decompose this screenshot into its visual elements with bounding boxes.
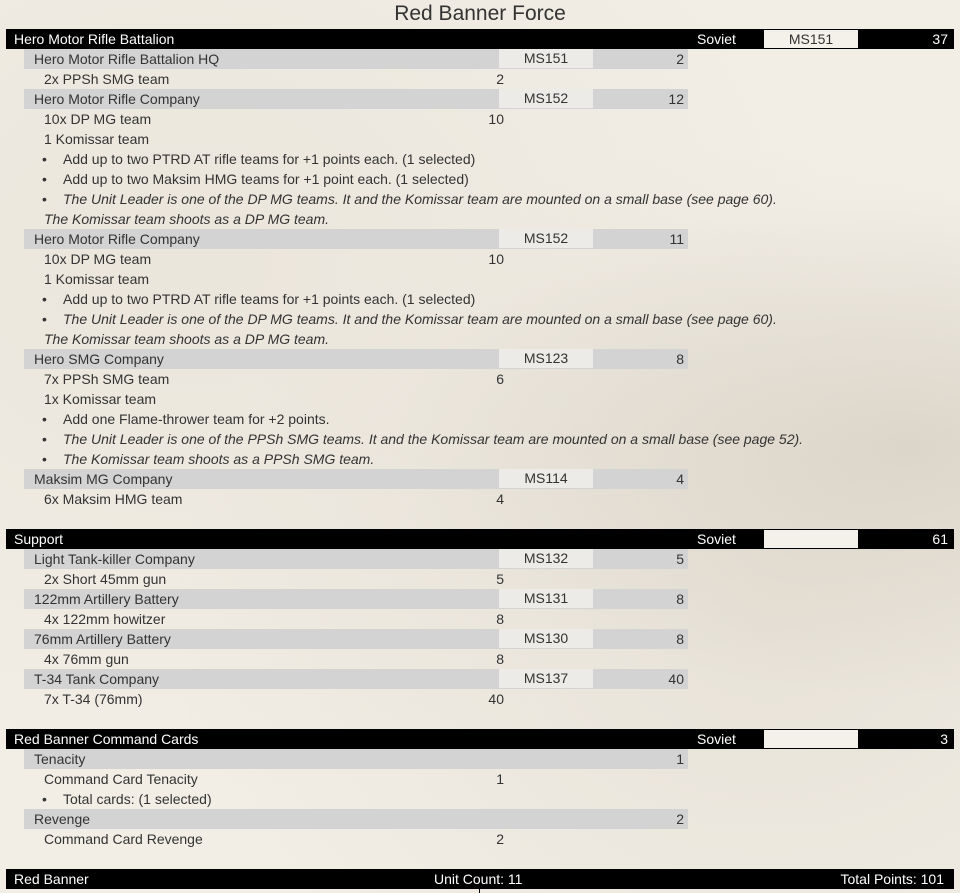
unit-name: 122mm Artillery Battery xyxy=(34,591,179,607)
unit-line xyxy=(44,389,156,409)
unit-line xyxy=(44,689,504,709)
unit-points: 8 xyxy=(676,351,684,367)
line-text: 6x Maksim HMG team xyxy=(44,491,183,507)
unit-line xyxy=(44,369,504,389)
unit-code: MS152 xyxy=(499,89,593,108)
formation-header-hero-motor-rifle-battalion xyxy=(6,29,954,49)
unit-header xyxy=(24,669,688,689)
unit-name: Hero Motor Rifle Battalion HQ xyxy=(34,51,220,67)
line-text: 4x 76mm gun xyxy=(44,651,129,667)
formation-name: Support xyxy=(14,531,64,547)
unit-header xyxy=(24,349,688,369)
unit-code: MS132 xyxy=(499,549,593,568)
unit-line xyxy=(44,829,504,849)
line-count: 5 xyxy=(496,571,504,587)
unit-header xyxy=(24,229,688,249)
line-count: 1 xyxy=(496,771,504,787)
note-text: The Komissar team shoots as a DP MG team. xyxy=(44,331,330,347)
unit-name: T-34 Tank Company xyxy=(34,671,160,687)
unit-points: 11 xyxy=(669,231,684,247)
unit-points: 1 xyxy=(676,751,684,767)
unit-header xyxy=(24,589,688,609)
unit-code: MS152 xyxy=(499,229,593,248)
page-title: Red Banner Force xyxy=(394,2,566,25)
formation-nation: Soviet xyxy=(697,531,736,547)
unit-header xyxy=(24,629,688,649)
line-text: 10x DP MG team xyxy=(44,111,152,127)
unit-header xyxy=(24,749,688,769)
line-count: 6 xyxy=(496,371,504,387)
unit-code: MS123 xyxy=(499,349,593,368)
formation-header-support xyxy=(6,529,954,549)
formation-points: 61 xyxy=(932,531,948,547)
unit-name: Hero Motor Rifle Company xyxy=(34,231,200,247)
line-text: 1 Komissar team xyxy=(44,271,150,287)
option-text: Total cards: (1 selected) xyxy=(63,791,212,807)
line-text: 7x T-34 (76mm) xyxy=(44,691,143,707)
unit-code xyxy=(499,749,593,768)
formation-code: MS151 xyxy=(764,30,858,48)
note-text: The Komissar team shoots as a PPSh SMG team. xyxy=(63,451,375,467)
line-text: 1x Komissar team xyxy=(44,391,157,407)
note-text: The Unit Leader is one of the DP MG teams. It and the Komissar team are mounted on a small base (see page 60). xyxy=(63,311,777,327)
unit-name: Hero Motor Rifle Company xyxy=(34,91,200,107)
unit-code: MS151 xyxy=(499,49,593,68)
unit-code: MS131 xyxy=(499,589,593,608)
line-text: 7x PPSh SMG team xyxy=(44,371,170,387)
unit-name: 76mm Artillery Battery xyxy=(34,631,171,647)
option-text: Add up to two PTRD AT rifle teams for +1 points each. (1 selected) xyxy=(63,291,476,307)
line-count: 2 xyxy=(496,71,504,87)
line-count: 40 xyxy=(488,691,504,707)
unit-name: Light Tank-killer Company xyxy=(34,551,195,567)
line-count: 10 xyxy=(488,251,504,267)
unit-line xyxy=(44,129,149,149)
unit-name: Maksim MG Company xyxy=(34,471,173,487)
unit-count: Unit Count: 11 xyxy=(434,871,523,887)
note-text: The Komissar team shoots as a DP MG team. xyxy=(44,211,330,227)
unit-line xyxy=(44,649,504,669)
formation-name: Red Banner Command Cards xyxy=(14,731,199,747)
unit-line xyxy=(44,609,504,629)
unit-header xyxy=(24,469,688,489)
unit-line xyxy=(44,69,504,89)
unit-line xyxy=(44,109,504,129)
line-text: Command Card Revenge xyxy=(44,831,203,847)
unit-points: 4 xyxy=(676,471,684,487)
line-count: 10 xyxy=(488,111,504,127)
option-text: Add one Flame-thrower team for +2 points. xyxy=(63,411,330,427)
option-text: Add up to two Maksim HMG teams for +1 point each. (1 selected) xyxy=(63,171,469,187)
unit-line xyxy=(44,249,504,269)
unit-line xyxy=(44,489,504,509)
formation-header-command-cards xyxy=(6,729,954,749)
unit-name: Revenge xyxy=(34,811,91,827)
unit-points: 8 xyxy=(676,631,684,647)
unit-line xyxy=(44,269,149,289)
formation-points: 37 xyxy=(932,31,948,47)
unit-points: 12 xyxy=(668,91,684,107)
line-text: 2x PPSh SMG team xyxy=(44,71,170,87)
line-count: 8 xyxy=(496,611,504,627)
unit-header xyxy=(24,49,688,69)
unit-code: MS130 xyxy=(499,629,593,648)
line-text: Command Card Tenacity xyxy=(44,771,198,787)
unit-code: MS114 xyxy=(499,469,593,488)
formation-nation: Soviet xyxy=(697,731,736,747)
unit-line xyxy=(44,569,504,589)
line-text: 2x Short 45mm gun xyxy=(44,571,167,587)
formation-nation: Soviet xyxy=(697,31,736,47)
unit-header xyxy=(24,809,688,829)
unit-code xyxy=(499,809,593,828)
unit-points: 2 xyxy=(676,51,684,67)
line-text: 1 Komissar team xyxy=(44,131,150,147)
line-text: 10x DP MG team xyxy=(44,251,152,267)
unit-name: Tenacity xyxy=(34,751,86,767)
unit-header xyxy=(24,549,688,569)
total-points: Total Points: 101 xyxy=(840,871,944,887)
formation-code xyxy=(764,730,858,748)
force-name: Red Banner xyxy=(14,871,89,887)
line-count: 8 xyxy=(496,651,504,667)
formation-name: Hero Motor Rifle Battalion xyxy=(14,31,175,47)
formation-points: 3 xyxy=(940,731,948,747)
line-text: 4x 122mm howitzer xyxy=(44,611,166,627)
unit-header xyxy=(24,89,688,109)
unit-code: MS137 xyxy=(499,669,593,688)
unit-points: 8 xyxy=(676,591,684,607)
line-count: 4 xyxy=(496,491,504,507)
note-text: The Unit Leader is one of the DP MG teams. It and the Komissar team are mounted on a small base (see page 60). xyxy=(63,191,777,207)
unit-points: 5 xyxy=(676,551,684,567)
unit-line xyxy=(44,769,504,789)
footer-divider xyxy=(479,887,480,893)
unit-name: Hero SMG Company xyxy=(34,351,164,367)
line-count: 2 xyxy=(496,831,504,847)
unit-points: 2 xyxy=(676,811,684,827)
option-text: Add up to two PTRD AT rifle teams for +1 points each. (1 selected) xyxy=(63,151,476,167)
unit-points: 40 xyxy=(668,671,684,687)
formation-code xyxy=(764,530,858,548)
force-summary-bar xyxy=(6,869,954,889)
note-text: The Unit Leader is one of the PPSh SMG teams. It and the Komissar team are mounted on a small base (see page 52). xyxy=(63,431,804,447)
